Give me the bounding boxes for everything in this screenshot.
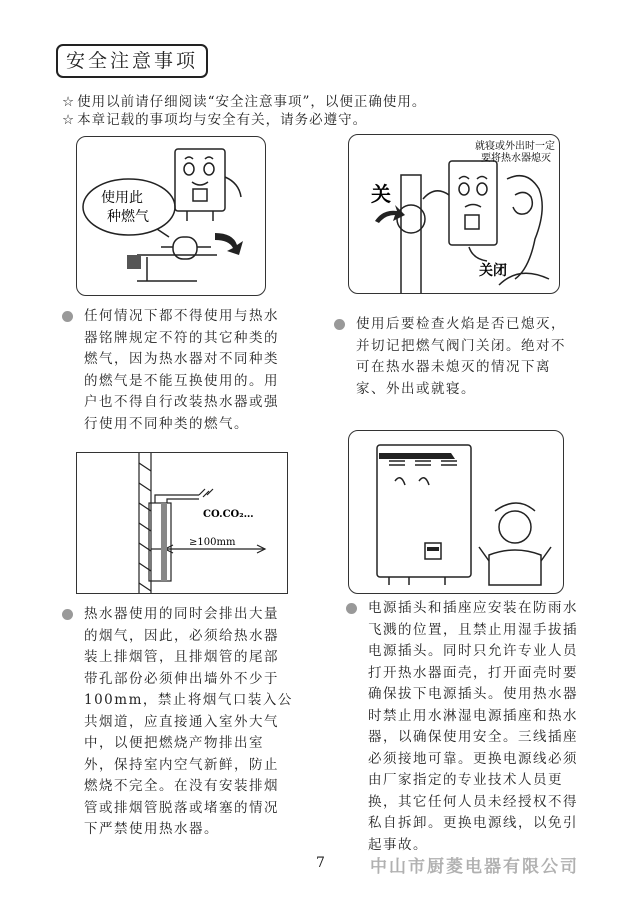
note-line: 器，以确保使用安全。三线插座: [368, 729, 578, 745]
section-title: 安全注意事项: [56, 44, 208, 78]
note-line: 器铭牌规定不符的其它种类的: [84, 329, 279, 346]
illustration-shutoff: [348, 134, 560, 294]
note-line: 的烟气，因此，必须给热水器: [84, 627, 279, 644]
note-gas-type: [84, 306, 284, 435]
note-line: 户也不得自行改装热水器或强: [84, 394, 279, 410]
intro-text-2: 本章记载的事项均与安全有关，请务必遵守。: [77, 112, 368, 128]
note-line: 必须接地可靠。更换电源线必须: [368, 750, 578, 767]
note-line: 装上排烟管，且排烟管的尾部: [84, 649, 279, 665]
close-label: 关: [371, 182, 391, 206]
note-line: 可在热水器未熄灭的情况下离: [356, 359, 551, 375]
note-line: 由厂家指定的专业技术人员更: [368, 772, 563, 788]
note-line: 行使用不同种类的燃气。: [84, 415, 249, 432]
watermark: 中山市厨菱电器有限公司: [370, 857, 579, 877]
intro-text-1: 使用以前请仔细阅读“安全注意事项”，以便正确使用。: [77, 94, 427, 110]
note-line: 并切记把燃气阀门关闭。绝对不: [356, 337, 566, 354]
bubble-text-2: 种燃气: [107, 209, 149, 225]
note-line: 确保拔下电源插头。使用热水器: [368, 686, 578, 702]
note-line: 带孔部份必须伸出墙外不少于: [84, 670, 279, 687]
note-line: 飞溅的位置，且禁止用湿手拔插: [368, 621, 578, 638]
note-line: 100mm，禁止将烟气口装入公: [84, 692, 293, 708]
bubble-text-1: 使用此: [101, 190, 143, 206]
note-line: 私自拆卸。更换电源线，以免引: [368, 815, 578, 831]
bullet-icon: [346, 603, 357, 614]
note-line: 家、外出或就寝。: [356, 380, 476, 397]
note-line: 任何情况下都不得使用与热水: [84, 308, 279, 324]
note-line: 打开热水器面壳，打开面壳时要: [368, 664, 578, 681]
note-line: 起事故。: [368, 836, 428, 853]
illustration-flue: [76, 452, 288, 594]
note-line: 中，以便把燃烧产物排出室: [84, 735, 264, 751]
note-line: 燃烧不完全。在没有安装排烟: [84, 778, 279, 794]
bullet-icon: [62, 609, 73, 620]
note-line: 时禁止用水淋湿电源插座和热水: [368, 707, 578, 724]
note-line: 燃气，因为热水器对不同种类: [84, 351, 279, 367]
bullet-icon: [334, 319, 345, 330]
note-line: 换，其它任何人员未经授权不得: [368, 793, 578, 810]
note-electric: [368, 598, 598, 856]
heater-gas-drawing: [77, 137, 266, 296]
note-flue: [84, 604, 294, 841]
note-line: 外，保持室内空气新鲜，防止: [84, 756, 279, 773]
note-shutoff: [356, 314, 576, 400]
star-icon: ☆: [62, 94, 76, 110]
note-line: 共烟道，应直接通入室外大气: [84, 713, 279, 730]
star-icon: ☆: [62, 112, 76, 128]
bullet-icon: [62, 311, 73, 322]
shutoff-note-1: 就寝或外出时一定: [475, 141, 555, 152]
flue-drawing: [77, 453, 288, 594]
closed-label: 关闭: [479, 263, 507, 279]
illustration-electric: [348, 430, 564, 594]
note-line: 电源插头。同时只允许专业人员: [368, 643, 578, 659]
note-line: 电源插头和插座应安装在防雨水: [368, 600, 578, 616]
note-line: 下严禁使用热水器。: [84, 821, 219, 837]
intro-line-1: [62, 90, 426, 110]
page-number: 7: [316, 855, 325, 871]
intro-line-2: [62, 108, 367, 128]
shutoff-note-2: 要将热水器熄灭: [481, 153, 551, 164]
electric-drawing: [349, 431, 564, 594]
note-line: 热水器使用的同时会排出大量: [84, 606, 279, 622]
distance-label: ≥100mm: [189, 537, 236, 548]
illustration-gas-type: [76, 136, 266, 296]
gas-label: CO.CO₂…: [203, 509, 254, 520]
note-line: 管或排烟管脱落或堵塞的情况: [84, 799, 279, 816]
note-line: 使用后要检查火焰是否已熄灭，: [356, 316, 566, 332]
shutoff-drawing: [349, 135, 560, 294]
note-line: 的燃气是不能互换使用的。用: [84, 372, 279, 389]
